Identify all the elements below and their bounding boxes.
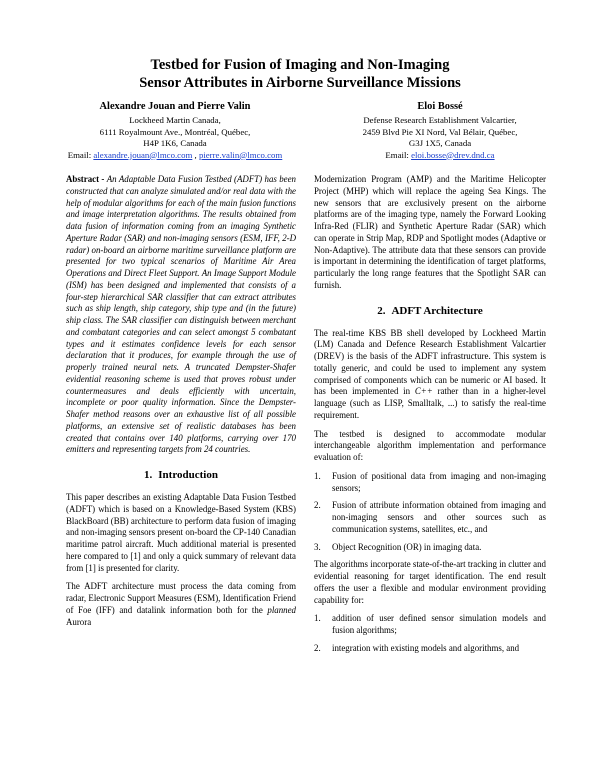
section-title: ADFT Architecture: [391, 304, 483, 317]
list-item: [314, 542, 546, 554]
list-text: Object Recognition (OR) in imaging data.: [332, 541, 482, 552]
author-email-line: [50, 150, 300, 162]
capability-list: [314, 471, 546, 554]
list-text: Fusion of positional data from imaging and non-imaging sensors;: [332, 470, 546, 493]
author-names: Alexandre Jouan and Pierre Valin: [99, 101, 251, 112]
list-text: addition of user defined sensor simulation models and fusion algorithms;: [332, 613, 546, 635]
list-item: [314, 500, 546, 535]
architecture-paragraph-3: The algorithms incorporate state-of-the-art tracking in clutter and evidential reasoning for target identification. The end result offers the user a flexible and modular environment providing capability for:: [314, 559, 546, 605]
list-text: integration with existing models and algorithms, and: [332, 642, 520, 653]
author-affiliation: Defense Research Establishment Valcartier,: [363, 115, 517, 125]
email-separator: ,: [192, 149, 199, 160]
email-prefix: Email:: [67, 149, 94, 160]
architecture-paragraph-1: [314, 328, 546, 422]
intro-paragraph-2: [66, 581, 296, 628]
intro-paragraph-1: This paper describes an existing Adaptable Data Fusion Testbed (ADFT) which is based on a Knowledge-Based System (KBS) BlackBoard (BB) architecture to perform data fusion of imaging and non-imaging sensors present on-board the CP-140 Canadian maritime patrol aircraft. Much additional material is presented here compared to [1] and only a quick summary of relevant data from [1] is presented for clarity.: [66, 492, 296, 573]
title-line-1: Testbed for Fusion of Imaging and Non-Imaging: [150, 57, 450, 73]
author-address-line-1: 6111 Royalmount Ave., Montréal, Québec,: [99, 126, 251, 137]
list-number: 1.: [314, 613, 321, 624]
author-address-line-1: 2459 Blvd Pie XI Nord, Val Bélair, Québec,: [362, 126, 518, 137]
section-number: 2.: [377, 304, 386, 317]
email-link-valin[interactable]: pierre.valin@lmco.com: [198, 149, 283, 160]
list-number: 1.: [314, 470, 321, 481]
title-line-2: Sensor Attributes in Airborne Surveillance Missions: [139, 75, 461, 91]
email-link-bosse[interactable]: eloi.bosse@drev.dnd.ca: [411, 149, 495, 160]
list-text: Fusion of attribute information obtained from imaging and non-imaging sensors and other sources such as communication systems, satellites, etc., and: [332, 500, 546, 534]
author-affiliation: Lockheed Martin Canada,: [129, 115, 221, 125]
list-item: [314, 613, 546, 637]
right-column: [314, 174, 546, 661]
author-address-line-2: H4P 1K6, Canada: [143, 138, 207, 148]
text-run: The ADFT architecture must process the data coming from radar, Electronic Support Measures (ESM), Identification Friend of Foe (IFF) and datalink information both for the: [66, 581, 296, 615]
section-number: 1.: [144, 469, 153, 481]
continued-paragraph: Modernization Program (AMP) and the Maritime Helicopter Project (MHP) which will replace the ageing Sea Kings. The new sensors that are exclusively present on the airborne platforms are of the imaging type, namely the Forward Looking Infra-Red (FLIR) and Synthetic Aperture Radar (SAR) which can operate in Strip Map, RDP and Spotlight modes (Adaptive or Non-Adaptive). The attribute data that these sensors can provide is important in determining the identification of target platforms, particularly the long range features that the Spotlight SAR can furnish.: [314, 174, 546, 290]
section-heading-introduction: [66, 468, 296, 482]
paper-title: [0, 56, 600, 92]
author-address-line-2: G3J 1X5, Canada: [408, 138, 472, 148]
emphasis-text: planned: [267, 604, 296, 615]
email-link-jouan[interactable]: alexandre.jouan@lmco.com: [93, 149, 193, 160]
list-number: 2.: [314, 500, 321, 511]
author-names: Eloi Bossé: [417, 101, 463, 112]
user-capability-list: [314, 613, 546, 654]
email-prefix: Email:: [385, 149, 412, 160]
list-item: [314, 471, 546, 495]
left-column: [66, 174, 296, 635]
list-item: [314, 643, 546, 655]
list-number: 2.: [314, 642, 321, 653]
architecture-paragraph-2: The testbed is designed to accommodate modular interchangeable algorithm implementation and performance evaluation of:: [314, 428, 546, 462]
section-title: Introduction: [158, 469, 218, 481]
section-heading-adft-architecture: [314, 304, 546, 318]
author-block-left: [50, 100, 300, 161]
abstract-text: An Adaptable Data Fusion Testbed (ADFT) has been constructed that can analyze simulated and/or real data with the help of modular algorithms for each of the main fusion functions and image interpretation algorithms. The results obtained from data fusion of information coming from an imaging Synthetic Aperture Radar (SAR) and non-imaging sensors (ESM, IFF, 2-D radar) on-board an airborne maritime surveillance platform are presented for two typical scenarios of Maritime Air Area Operations and Direct Fleet Support. An Image Support Module (ISM) has been designed and implemented that consists of a four-step hierarchical SAR classifier that can extract attributes such as ship length, ship category, ship type and (in the future) ship class. The SAR classifier can distinguish between merchant and combatant categories and can select amongst 5 combatant types and it estimates confidence levels for each sensor declaration that it produces, for example through the use of properly trained neural nets. A truncated Dempster-Shafer evidential reasoning scheme is used that proves robust under countermeasures and deals efficiently with uncertain, incomplete or poor quality information. Since the Dempster-Shafer method reasons over an exhaustive list of all possible platforms, an extensive set of realistic databases has been created that contains over 140 platforms, carrying over 170 emitters and representing targets from 24 countries.: [66, 174, 296, 455]
list-number: 3.: [314, 541, 321, 552]
abstract-label: Abstract -: [66, 174, 107, 184]
author-email-line: [315, 150, 565, 162]
author-block-right: [315, 100, 565, 161]
text-run: rather than in a higher-level language (such as LISP, Smalltalk, ...) to satisfy the real-time requirement.: [314, 386, 546, 420]
abstract-paragraph: [66, 174, 296, 456]
emphasis-text: C++: [414, 386, 433, 397]
text-run: The real-time KBS BB shell developed by Lockheed Martin (LM) Canada and Defence Research Establishment Valcartier (DREV) is the basis of the ADFT infrastructure. This system is totally generic, and could be used to implement any system comprised of components which can be numeric or AI based. It has been implemented in: [314, 327, 546, 397]
text-run: Aurora: [66, 616, 92, 627]
